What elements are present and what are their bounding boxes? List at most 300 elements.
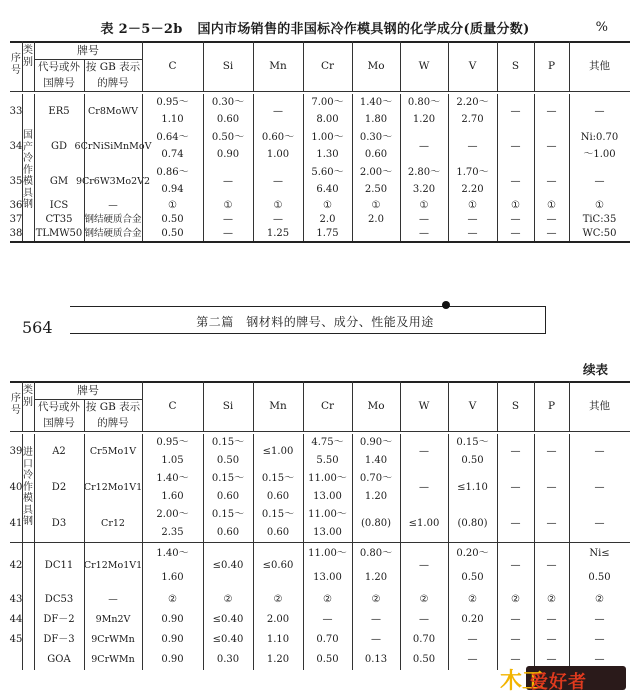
continued-label: 续表 [582,362,608,377]
row-si [203,542,253,590]
header-grade-line: 代号或外 [38,60,80,73]
table1-category [22,130,34,211]
row-s [497,434,534,470]
header-category-char: 别 [23,56,33,68]
row-grade-text: ER5 [48,105,70,117]
row-si-line: 0.60 [216,114,240,126]
row-mo-text: ② [371,594,381,605]
row-cr-text: ② [323,594,332,605]
header-s [497,41,534,91]
row-p-text: — [546,228,557,239]
row-si-line: 0.15～ [211,473,245,484]
row-w-text: — [419,482,429,493]
row-gb-grade [84,650,142,670]
row-v-line: 0.15～ [456,437,489,448]
row-cr [303,470,352,506]
row-mo-text: (0.80) [360,518,392,529]
header-si [203,41,253,91]
header-serial-char: 序 [11,393,21,404]
row-si-line: 0.50～ [211,131,245,143]
row-mo-line: 0.30～ [359,131,393,143]
chapter-banner: 第二篇 钢材料的牌号、成分、性能及用途 [196,315,434,329]
row-w-text: ≤1.00 [408,518,440,529]
row-s [497,630,534,650]
table1-title [0,18,630,37]
row-si [203,129,253,164]
row-si-text: ② [223,594,233,605]
row-mn-line: 0.60～ [261,131,295,143]
row-v [448,470,497,506]
row-serial [10,542,22,590]
table1-unit: % [595,20,608,35]
header-serial-char: 序 [11,53,21,64]
row-c-text: 0.90 [161,614,184,625]
grid-vline [303,94,304,241]
row-mo [352,199,400,213]
row-v [448,542,497,590]
grid-vline [84,94,85,241]
row-other [569,213,630,227]
row-c-text: 0.50 [161,228,184,239]
header-other [569,41,630,91]
row-grade [34,542,84,590]
row-v [448,610,497,630]
row-mn-text: — [273,105,283,117]
row-serial-text: 33 [9,105,23,117]
row-mn-line: 0.15～ [261,473,295,484]
row-mo-line: 1.80 [364,114,388,126]
row-mo-text: — [371,634,381,645]
row-w-text: — [419,560,429,571]
row-si-line: 0.60 [216,527,240,538]
row-s-text: — [510,518,521,529]
row-p-text: ① [547,200,556,211]
row-mo [352,506,400,542]
category-char: 作 [23,481,33,493]
row-s-text: — [510,614,521,625]
row-serial [10,213,22,227]
row-mn [253,610,303,630]
row-v [448,164,497,199]
row-mn [253,129,303,164]
header-serial-char: 号 [11,64,21,76]
header-v [448,381,497,431]
row-p-text: — [546,482,557,493]
row-mn [253,213,303,227]
row-w-line: 2.80～ [407,166,441,178]
row-si [203,164,253,199]
row-w [400,227,448,241]
row-v-line: 2.70 [461,114,484,126]
grid-hline [10,542,630,543]
row-si [203,94,253,129]
grid-vline [534,94,535,241]
row-si [203,610,253,630]
header-grade-group-text: 牌号 [77,43,99,57]
row-gb-grade [75,164,151,199]
row-mn-text: ① [273,200,283,211]
row-v-text: — [467,228,478,239]
row-mn-text: 1.10 [266,634,290,645]
row-cr-text: 2.0 [319,214,336,225]
row-cr-line: 11.00～ [308,509,347,520]
row-si [203,227,253,241]
row-cr-line: 5.60～ [311,166,344,178]
row-w-text: 0.70 [412,634,436,645]
table1-number: 表 2－5－2b [100,22,183,37]
row-mo-line: 2.50 [364,184,388,196]
header-p-text: P [547,399,556,412]
row-mn-line: 1.00 [266,149,290,161]
row-other-text: — [594,654,605,665]
row-other-line: ～1.00 [583,149,616,161]
header-w [400,41,448,91]
row-cr [303,506,352,542]
row-p-text: — [546,560,557,571]
grid-vline [400,434,401,670]
row-cr [303,94,352,129]
category-char: 冷 [23,470,33,481]
grid-vline [203,94,204,241]
row-mo-line: 1.40～ [359,96,393,108]
grid-vline [34,94,35,241]
row-gb-grade-text: — [108,200,118,212]
row-other-text: — [594,446,605,457]
row-s [497,610,534,630]
row-mo-line: 1.20 [364,572,388,583]
header-s [497,381,534,431]
grid-vline [352,434,353,670]
row-grade-text: GOA [47,654,71,665]
row-other-text: — [594,518,605,529]
table1-caption: 国内市场销售的非国标冷作模具钢的化学成分(质量分数) [197,22,530,37]
grid-vline [534,434,535,670]
header-grade-line: 国牌号 [43,416,75,429]
row-serial [10,470,22,506]
row-v-text: — [467,214,478,225]
row-s [497,129,534,164]
row-mn [253,94,303,129]
category-char: 具 [23,187,33,199]
row-mn-line: 0.60 [266,527,290,538]
row-s [497,94,534,129]
row-c-line: 0.95～ [156,96,189,108]
row-c [142,610,203,630]
row-v [448,94,497,129]
row-v-line: 0.20～ [456,548,489,559]
row-grade [34,630,84,650]
row-gb-grade-text: — [108,594,118,606]
row-s [497,470,534,506]
row-mn [253,590,303,610]
header-other-text: 其他 [589,59,610,72]
row-mn-line: 0.60 [266,491,290,502]
row-w-line: 1.20 [412,114,436,126]
watermark-part1: 木工 [500,669,545,694]
row-cr [303,199,352,213]
row-gb-grade [84,590,142,610]
row-v [448,434,497,470]
row-gb-grade [84,506,142,542]
row-grade-text: TLMW50 [35,228,83,239]
header-v-text: V [468,399,477,412]
category-char: 冷 [23,153,33,164]
row-cr-line: 13.00 [313,527,342,538]
row-grade [34,470,84,506]
header-mn-text: Mn [269,59,287,72]
header-mo [352,381,400,431]
row-p [534,199,569,213]
row-si [203,630,253,650]
header-mn [253,41,303,91]
row-c [142,506,203,542]
category-char: 模 [23,176,33,187]
row-v [448,590,497,610]
row-mo-text: — [371,614,381,625]
row-cr-text: ① [323,200,332,211]
row-grade [34,590,84,610]
row-serial-text: 35 [9,175,23,187]
header-s-text: S [511,399,520,412]
row-cr [303,434,352,470]
row-serial [10,650,22,670]
header-gb-line: 按 GB 表示 [85,400,141,413]
header-other-text: 其他 [589,399,610,412]
row-mo [352,129,400,164]
grid-vline [34,434,35,670]
row-grade-text: DC53 [44,594,74,605]
row-other-text: — [594,105,605,117]
row-v [448,129,497,164]
row-mo [352,213,400,227]
row-cr-line: 5.50 [316,455,339,466]
row-grade-text: DF－2 [43,614,75,625]
row-cr-line: 7.00～ [311,96,344,108]
row-other-text: TiC:35 [582,214,617,225]
row-c-line: 1.40～ [156,548,189,559]
header-w-text: W [418,59,430,72]
grid-hline [10,431,630,432]
row-mn [253,542,303,590]
row-si-line: 0.90 [216,149,240,161]
row-serial-text: 45 [9,634,23,645]
row-grade [34,434,84,470]
row-p [534,630,569,650]
header-si-text: Si [222,59,234,72]
row-p [534,542,569,590]
row-w-text: — [419,214,429,225]
row-gb-grade [84,227,142,241]
row-other-line: 0.50 [588,572,611,583]
row-mn-text: ≤1.00 [262,446,294,457]
row-mn [253,164,303,199]
row-w-text: — [419,614,429,625]
row-s [497,542,534,590]
row-mn [253,470,303,506]
header-grade-line: 国牌号 [43,76,75,89]
row-s-text: — [510,634,521,645]
row-s [497,213,534,227]
row-mo-line: 0.70～ [359,473,393,484]
row-v [448,506,497,542]
grid-vline [400,94,401,241]
row-c [142,650,203,670]
header-mo [352,41,400,91]
header-mn-text: Mn [269,399,287,412]
row-c-line: 1.60 [161,491,184,502]
grid-vline [497,94,498,241]
row-other [569,94,630,129]
row-cr [303,213,352,227]
row-grade [34,227,84,241]
row-serial-text: 39 [9,446,23,457]
row-mo-line: 2.00～ [359,166,393,178]
row-c-line: 0.86～ [156,166,189,178]
row-other [569,470,630,506]
row-c [142,227,203,241]
row-gb-grade [84,610,142,630]
row-serial-text: 44 [9,614,23,625]
row-grade-text: D2 [51,482,67,493]
row-mn [253,630,303,650]
row-gb-grade-text: 9Mn2V [95,614,131,626]
header-category-char: 类 [23,385,33,396]
row-grade-text: DC11 [44,560,74,571]
header-p [534,381,569,431]
row-p-text: — [546,105,557,117]
row-mn [253,434,303,470]
row-cr-line: 13.00 [313,491,342,502]
row-w [400,434,448,470]
row-other [569,542,630,590]
row-other-text: — [594,482,605,493]
row-other-text: — [594,175,605,187]
row-cr [303,129,352,164]
category-char: 产 [23,141,33,153]
row-gb-grade-text: 9CrWMn [91,634,135,646]
row-v-text: — [467,140,478,152]
row-p [534,434,569,470]
row-p [534,227,569,241]
row-s-text: — [510,175,521,187]
header-category-char: 别 [23,396,33,408]
row-mn-text: 1.20 [266,654,290,665]
row-w-text: ② [419,594,429,605]
row-grade [34,650,84,670]
row-serial [10,227,22,241]
row-mn-text: — [273,175,283,187]
header-category-char: 类 [23,45,33,56]
header-w-text: W [418,399,430,412]
row-c-line: 0.95～ [156,437,189,448]
header-si [203,381,253,431]
row-other-text: ② [595,594,604,605]
row-w [400,213,448,227]
row-other [569,199,630,213]
row-serial [10,94,22,129]
grid-vline [448,94,449,241]
row-si-text: ≤0.40 [212,560,244,571]
row-c-line: 0.74 [161,149,184,161]
row-s [497,227,534,241]
row-c [142,542,203,590]
row-w-text: — [419,228,429,239]
row-gb-grade-text: Cr12Mo1V1 [83,482,143,494]
row-gb-grade [84,434,142,470]
row-c [142,630,203,650]
header-p-text: P [547,59,556,72]
header-grade-group [34,381,142,399]
row-v-text: 0.20 [461,614,484,625]
row-p [534,129,569,164]
row-si-text: — [223,214,233,225]
row-mo [352,434,400,470]
row-grade [34,610,84,630]
row-other [569,227,630,241]
row-p-text: ② [547,594,556,605]
row-cr-text: 1.75 [316,228,339,239]
row-si [203,506,253,542]
header-si-text: Si [222,399,234,412]
header-serial [10,53,22,76]
header-category [22,45,34,68]
row-mo-text: 0.13 [364,654,388,665]
row-c-line: 1.10 [161,114,184,126]
row-serial-text: 34 [9,140,23,152]
row-p-text: — [546,140,557,152]
row-mo [352,470,400,506]
row-c-text: 0.90 [161,634,184,645]
row-w [400,650,448,670]
row-mn-text: ≤0.60 [262,560,294,571]
grid-vline [142,94,143,241]
row-s-text: — [510,446,521,457]
row-si [203,470,253,506]
header-v [448,41,497,91]
header-p [534,41,569,91]
row-gb-grade [84,213,142,227]
row-gb-grade-text: Cr8MoWV [88,105,138,117]
row-p [534,590,569,610]
row-p [534,470,569,506]
watermark-part2: 爱好者 [530,672,587,693]
row-cr [303,590,352,610]
header-c-text: C [168,399,177,412]
row-c-line: 0.64～ [156,131,189,143]
row-mo-line: 0.80～ [359,548,393,559]
row-p-text: — [546,518,557,529]
row-other [569,164,630,199]
row-mn [253,506,303,542]
row-c [142,213,203,227]
row-p [534,213,569,227]
grid-vline [303,434,304,670]
row-s-text: — [510,560,521,571]
row-grade-text: D3 [51,518,67,529]
row-other-text: WC:50 [582,228,617,239]
row-v [448,650,497,670]
banner-dot-icon [442,301,450,309]
row-w-line: 0.80～ [407,96,441,108]
category-char: 进 [23,447,33,458]
row-w [400,610,448,630]
row-grade-text: A2 [52,446,66,457]
row-si-text: — [223,228,233,239]
row-p [534,94,569,129]
row-mo-line: 0.60 [364,149,388,161]
row-cr-line: 6.40 [316,184,339,196]
row-cr-text: 0.50 [316,654,339,665]
